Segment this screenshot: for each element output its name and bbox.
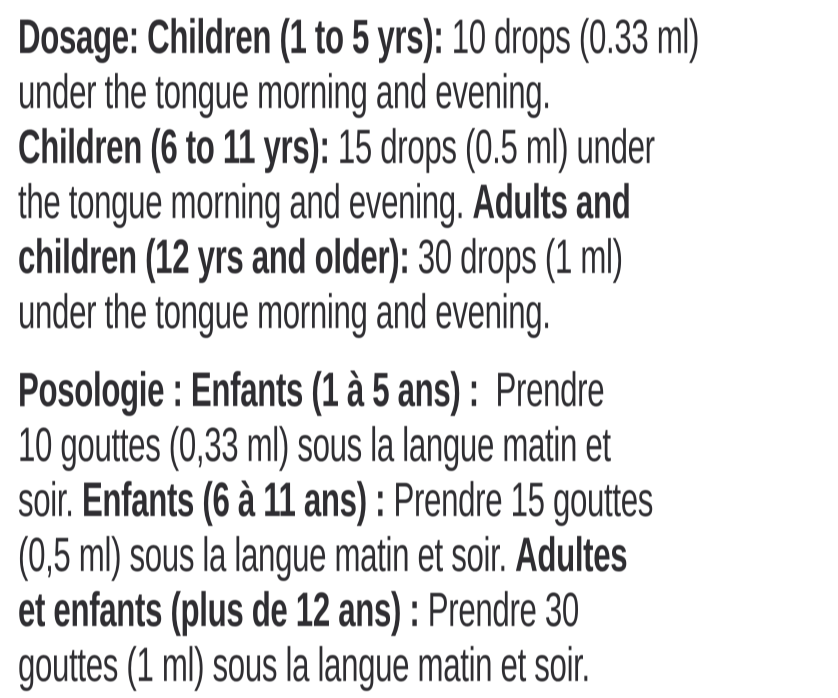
text-segment: Prendre 15 gouttes	[385, 474, 654, 527]
text-segment: soir.	[18, 474, 82, 527]
text-line	[18, 638, 838, 693]
text-line	[18, 285, 838, 340]
text-segment: gouttes (1 ml) sous la langue matin et soir.	[18, 639, 590, 692]
paragraph-dosage-english	[18, 10, 838, 340]
text-line	[18, 65, 838, 120]
text-line	[18, 10, 838, 65]
text-segment: 10 drops (0.33 ml)	[443, 11, 700, 64]
text-line	[18, 473, 838, 528]
text-segment: Prendre 30	[419, 584, 579, 637]
dosage-heading-en: Dosage: Children (1 to 5 yrs):	[18, 11, 444, 64]
text-segment: under the tongue morning and evening.	[18, 286, 551, 339]
text-segment: 30 drops (1 ml)	[409, 231, 623, 284]
text-line	[18, 120, 838, 175]
text-segment: 15 drops (0.5 ml) under	[329, 121, 655, 174]
text-segment: Prendre	[478, 364, 605, 417]
text-line	[18, 230, 838, 285]
label-text-block	[18, 10, 838, 693]
text-segment: (0,5 ml) sous la langue matin et soir.	[18, 529, 516, 582]
text-line	[18, 528, 838, 583]
text-line	[18, 363, 838, 418]
children-6-11-heading-en: Children (6 to 11 yrs):	[18, 121, 330, 174]
text-line	[18, 418, 838, 473]
adultes-heading-fr-cont: et enfants (plus de 12 ans) :	[18, 584, 420, 637]
text-segment: 10 gouttes (0,33 ml) sous la langue matin et	[18, 419, 611, 472]
text-segment: the tongue morning and evening.	[18, 176, 473, 229]
adults-heading-en-cont: children (12 yrs and older):	[18, 231, 410, 284]
posologie-heading-fr: Posologie : Enfants (1 à 5 ans) :	[18, 364, 479, 417]
adults-heading-en: Adults and	[472, 176, 631, 229]
text-line	[18, 175, 838, 230]
adultes-heading-fr: Adultes	[515, 529, 628, 582]
text-line	[18, 583, 838, 638]
text-segment: under the tongue morning and evening.	[18, 66, 551, 119]
paragraph-posologie-french	[18, 363, 838, 693]
enfants-6-11-heading-fr: Enfants (6 à 11 ans) :	[81, 474, 386, 527]
